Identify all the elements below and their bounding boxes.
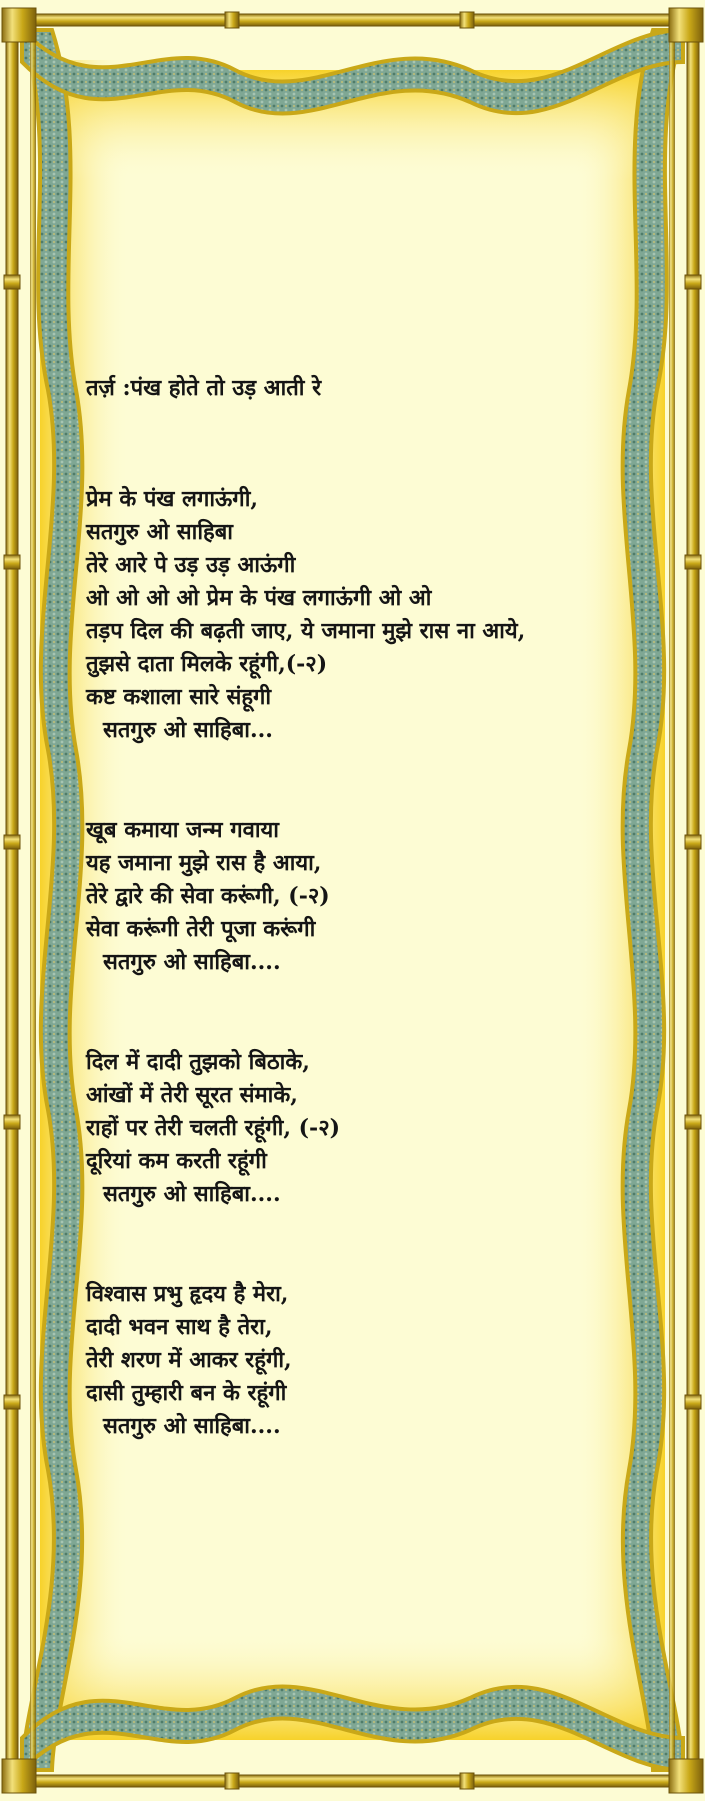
verse-line: दासी तुम्हारी बन के रहूंगी [86,1380,287,1406]
refrain-line: सतगुरु ओ साहिबा.... [103,949,281,975]
verse-line: दिल में दादी तुझको बिठाके, [86,1049,310,1075]
verse-line: खूब कमाया जन्म गवाया [86,817,279,843]
refrain-line: सतगुरु ओ साहिबा... [103,717,273,743]
verse-line: तड़प दिल की बढ़ती जाए, ये जमाना मुझे रास ना आये, [86,618,526,644]
verse-line: ओ ओ ओ ओ प्रेम के पंख लगाऊंगी ओ ओ [86,585,432,611]
verse-line: दादी भवन साथ है तेरा, [86,1314,273,1340]
stanza-4 [86,1278,606,1443]
refrain-line: सतगुरु ओ साहिबा.... [103,1413,281,1439]
verse-line: तेरी शरण में आकर रहूंगी, [86,1347,292,1373]
stanza-3 [86,1046,606,1211]
verse-line: तुझसे दाता मिलके रहूंगी,(-२) [86,651,328,677]
verse-line: दूरियां कम करती रहूंगी [86,1148,267,1174]
verse-line: सतगुरु ओ साहिबा [86,519,233,545]
stanza-2 [86,814,606,979]
hymn-text [86,372,606,1510]
verse-line: कष्ट कशाला सारे संहूगी [86,684,272,710]
verse-line: सेवा करूंगी तेरी पूजा करूंगी [86,916,316,942]
verse-line: राहों पर तेरी चलती रहूंगी, (-२) [86,1115,341,1141]
tune-line: तर्ज़ :पंख होते तो उड़ आती रे [86,375,322,401]
verse-line: आंखों में तेरी सूरत संमाके, [86,1082,298,1108]
verse-line: विश्वास प्रभु हृदय है मेरा, [86,1281,289,1307]
refrain-line: सतगुरु ओ साहिबा.... [103,1181,281,1207]
verse-line: प्रेम के पंख लगाऊंगी, [86,486,259,512]
verse-line: तेरे द्वारे की सेवा करूंगी, (-२) [86,883,330,909]
verse-line: तेरे आरे पे उड़ उड़ आऊंगी [86,552,296,578]
stanza-1 [86,483,606,747]
verse-line: यह जमाना मुझे रास है आया, [86,850,322,876]
